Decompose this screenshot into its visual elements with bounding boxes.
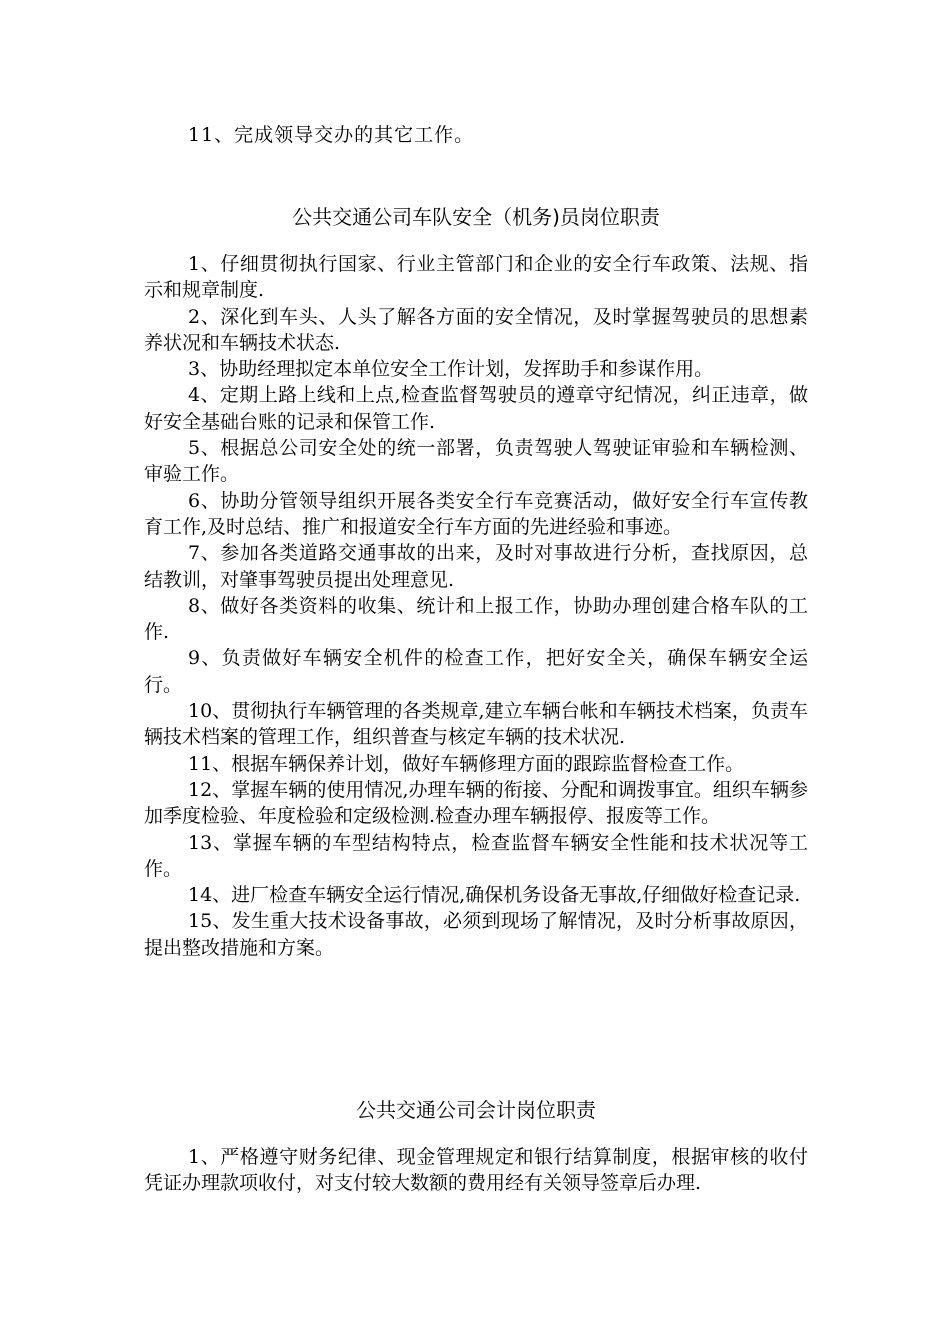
duty-item: 14、进厂检查车辆安全运行情况,确保机务设备无事故,仔细做好检查记录. bbox=[188, 884, 801, 907]
duty-item: 13、掌握车辆的车型结构特点，检查监督车辆安全性能和技术状况等工作。 bbox=[144, 831, 808, 880]
duty-item: 1、严格遵守财务纪律、现金管理规定和银行结算制度，根据审核的收付凭证办理款项收付，对支付较大数额的费用经有关领导签章后办理. bbox=[144, 1146, 808, 1195]
duty-item: 3、协助经理拟定本单位安全工作计划，发挥助手和参谋作用。 bbox=[188, 358, 714, 381]
safety-officer-duties-section bbox=[144, 203, 808, 961]
duty-item: 10、贯彻执行车辆管理的各类规章,建立车辆台帐和车辆技术档案，负责车辆技术档案的管理工作，组织普查与核定车辆的技术状况. bbox=[144, 700, 808, 749]
duty-item: 8、做好各类资料的收集、统计和上报工作，协助办理创建合格车队的工作. bbox=[144, 594, 808, 644]
duty-item: 9、负责做好车辆安全机件的检查工作，把好安全关，确保车辆安全运行。 bbox=[144, 647, 808, 696]
duty-item: 1、仔细贯彻执行国家、行业主管部门和企业的安全行车政策、法规、指示和规章制度. bbox=[144, 253, 808, 302]
section-title: 公共交通公司车队安全（机务)员岗位职责 bbox=[292, 205, 660, 229]
duty-item: 5、根据总公司安全处的统一部署，负责驾驶人驾驶证审验和车辆检测、审验工作。 bbox=[144, 437, 808, 486]
accountant-duties-section bbox=[144, 1096, 808, 1197]
duty-item: 7、参加各类道路交通事故的出来，及时对事故进行分析，查找原因，总结教训，对肇事驾驶员提出处理意见. bbox=[144, 542, 808, 591]
duty-item: 4、定期上路上线和上点,检查监督驾驶员的遵章守纪情况，纠正违章，做好安全基础台账的记录和保管工作. bbox=[144, 384, 808, 433]
duty-item: 12、掌握车辆的使用情况,办理车辆的衔接、分配和调拨事宜。组织车辆参加季度检验、年度检验和定级检测.检查办理车辆报停、报废等工作。 bbox=[144, 778, 808, 828]
duty-item: 15、发生重大技术设备事故，必须到现场了解情况，及时分析事故原因，提出整改措施和方案。 bbox=[144, 910, 808, 959]
duty-item: 11、根据车辆保养计划，做好车辆修理方面的跟踪监督检查工作。 bbox=[188, 752, 745, 775]
section-title: 公共交通公司会计岗位职责 bbox=[356, 1098, 596, 1122]
previous-section-last-item: 11、完成领导交办的其它工作。 bbox=[188, 124, 475, 146]
duty-item: 2、深化到车头、人头了解各方面的安全情况，及时掌握驾驶员的思想素养状况和车辆技术状态. bbox=[144, 305, 808, 354]
duty-list bbox=[144, 251, 808, 961]
duty-list bbox=[144, 1144, 808, 1197]
duty-item: 6、协助分管领导组织开展各类安全行车竞赛活动，做好安全行车宣传教育工作,及时总结、推广和报道安全行车方面的先进经验和事迹。 bbox=[144, 489, 808, 538]
